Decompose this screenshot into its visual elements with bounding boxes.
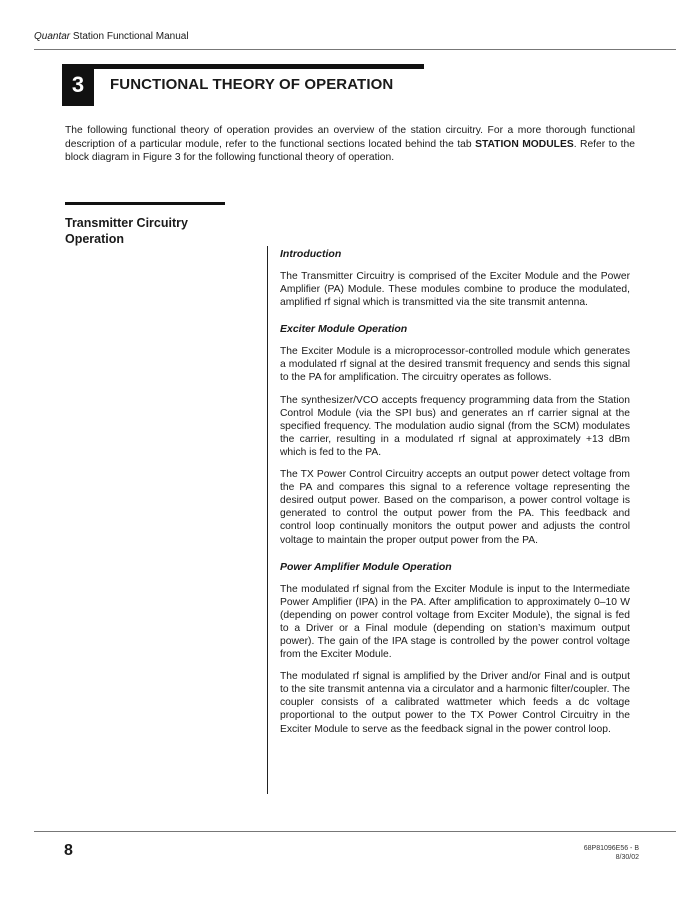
margin-rule [267,246,268,794]
doc-date: 8/30/02 [615,854,639,861]
section-title: Transmitter Circuitry Operation [65,216,188,246]
chapter-bar [62,64,424,69]
exciter-paragraph-3: The TX Power Control Circuitry accepts an output power detect voltage from the PA and compares this signal to a reference voltage representing the desired output power. Based on the comparison, a power control voltage is generated to control the output power from the PA. This feedback and control loop continually monitors the output power and adjusts the control voltage to maintain the proper output power from the PA. [280,469,630,546]
running-header [34,31,189,42]
exciter-paragraph-1: The Exciter Module is a microprocessor-controlled module which generates a modulated rf signal at the desired transmit frequency and sends this signal to the PA for amplification. The circuitry operates as follows. [280,346,630,384]
intro-text-before: The following functional theory of operation provides an overview of the station circuitry. For a more thorough functional description of a particular module, refer to the functional sections located behind the tab [65,125,635,150]
intro-bold-tab: STATION MODULES [475,138,574,150]
doc-number: 68P81096E56 - B [583,845,639,852]
exciter-paragraph-2: The synthesizer/VCO accepts frequency programming data from the Station Control Module (via the SPI bus) and generates an rf carrier signal at the specified frequency. The modulation audio signal (from the SCM) modulates the carrier, resulting in a modulated rf signal at approximately +13 dBm which is fed to the PA. [280,394,630,458]
document-number [584,844,639,862]
pa-paragraph-1: The modulated rf signal from the Exciter Module is input to the Intermediate Power Amplifier (IPA) in the PA. After amplification to approximately 0–10 W (depending on power control voltage from Exciter Module), the signal is fed to a Driver or a Final module (depending on station’s maximum output power). The gain of the IPA stage is controlled by the power control voltage from the Exciter Module. [280,583,630,661]
intro-paragraph [65,124,635,165]
chapter-number-box [62,64,94,106]
footer-rule [34,831,676,832]
header-title: Station Functional Manual [70,31,189,42]
introduction-paragraph: The Transmitter Circuitry is comprised of the Exciter Module and the Power Amplifier (PA) Module. These modules combine to produce the modulated, amplified rf signal which is transmitted via the site transmit antenna. [280,271,630,309]
body-column [280,248,630,745]
page-number: 8 [64,842,73,859]
exciter-heading: Exciter Module Operation [280,323,408,336]
introduction-heading: Introduction [280,248,342,260]
chapter-number: 3 [71,72,85,97]
header-rule [34,49,676,50]
section-bar [65,202,225,205]
pa-heading: Power Amplifier Module Operation [280,560,452,573]
pa-paragraph-2: The modulated rf signal is amplified by the Driver and/or Final and is output to the site transmit antenna via a circulator and a harmonic filter/coupler. The coupler consists of a calibrated wattmeter which feeds a dc voltage proportional to the output power to the TX Power Control Circuitry in the Exciter Module to serve as the feedback signal in the power control loop. [280,671,630,735]
header-brand: Quantar [34,31,71,42]
intro-text-after: . Refer to the block diagram in Figure 3 for the following functional theory of operation. [65,138,635,163]
chapter-title: FUNCTIONAL THEORY OF OPERATION [110,76,394,93]
